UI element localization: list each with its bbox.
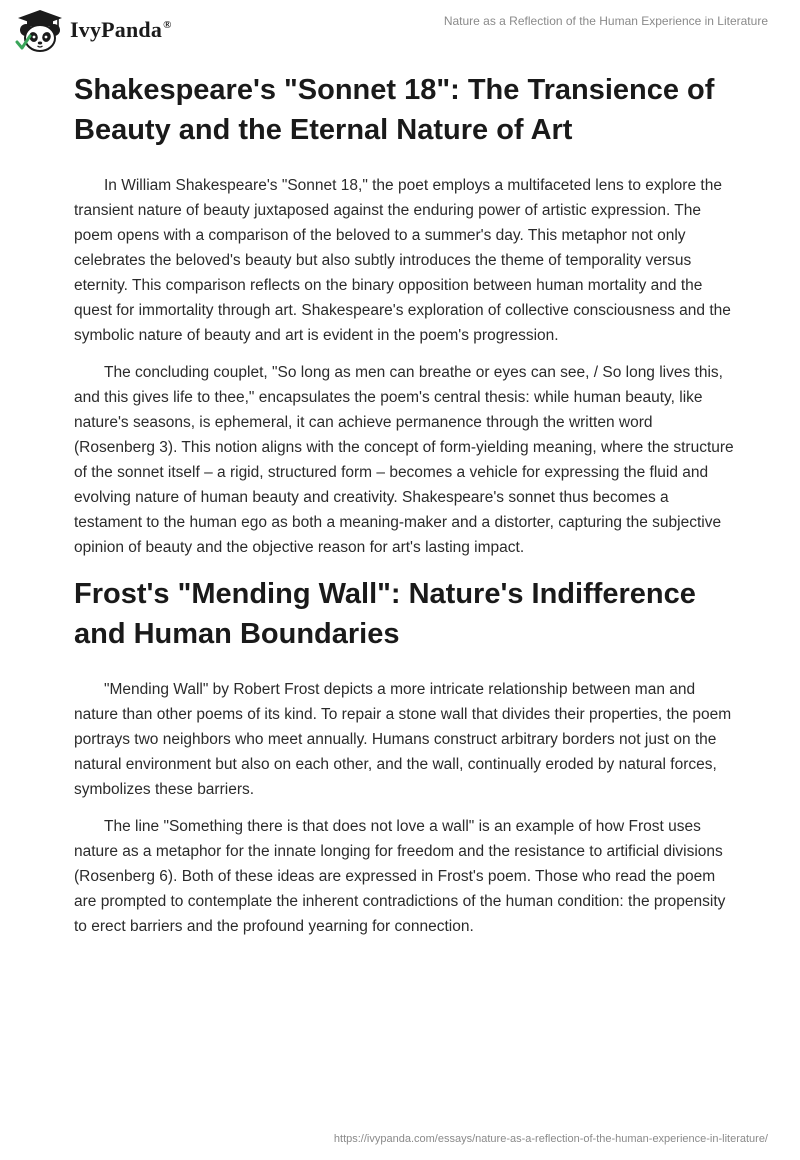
page-header bbox=[0, 0, 800, 60]
panda-graduate-icon bbox=[14, 8, 66, 52]
paragraph: The line "Something there is that does not love a wall" is an example of how Frost uses nature as a metaphor for the innate longing for freedom and the resistance to artificial divisions (Rosenberg 6). Both of these ideas are expressed in Frost's poem. Those who read the poem are prompted to contemplate the inherent contradictions of the human condition: the propensity to erect barriers and the profound yearning for connection. bbox=[74, 818, 726, 935]
section-heading-sonnet-18: Shakespeare's "Sonnet 18": The Transience of Beauty and the Eternal Nature of Art bbox=[74, 74, 715, 146]
brand-name: IvyPanda® bbox=[70, 17, 172, 42]
essay-body bbox=[74, 70, 734, 951]
section-heading-mending-wall: Frost's "Mending Wall": Nature's Indifference and Human Boundaries bbox=[74, 578, 696, 650]
brand-logo[interactable] bbox=[14, 8, 172, 52]
registered-mark: ® bbox=[163, 19, 172, 31]
paragraph: In William Shakespeare's "Sonnet 18," the poet employs a multifaceted lens to explore the transient nature of beauty juxtaposed against the enduring power of artistic expression. The poem opens with a comparison of the beloved to a summer's day. This metaphor not only celebrates the beloved's beauty but also subtly introduces the theme of temporality versus eternity. This comparison reflects on the binary opposition between human mortality and the quest for immortality through art. Shakespeare's exploration of collective consciousness and the symbolic nature of beauty and art is evident in the poem's progression. bbox=[74, 177, 731, 344]
source-url[interactable]: https://ivypanda.com/essays/nature-as-a-reflection-of-the-human-experience-in-literature/ bbox=[333, 1133, 768, 1145]
paragraph: The concluding couplet, "So long as men can breathe or eyes can see, / So long lives this, and this gives life to thee," encapsulates the poem's central thesis: while human beauty, like nature's seasons, is ephemeral, it can achieve permanence through the written word (Rosenberg 3). This notion aligns with the concept of form-yielding meaning, where the structure of the sonnet itself – a rigid, structured form – becomes a vehicle for expressing the fluid and evolving nature of human beauty and creativity. Shakespeare's sonnet thus becomes a testament to the human ego as both a meaning-maker and a distorter, capturing the subjective opinion of beauty and the objective reason for art's lasting impact. bbox=[74, 364, 734, 556]
paragraph: "Mending Wall" by Robert Frost depicts a more intricate relationship between man and nature than other poems of its kind. To repair a stone wall that divides their properties, the poem portrays two neighbors who meet annually. Humans construct arbitrary borders not just on the natural environment but also on each other, and the wall, continually eroded by natural forces, symbolizes these barriers. bbox=[74, 681, 732, 798]
document-title: Nature as a Reflection of the Human Experience in Literature bbox=[443, 14, 768, 28]
